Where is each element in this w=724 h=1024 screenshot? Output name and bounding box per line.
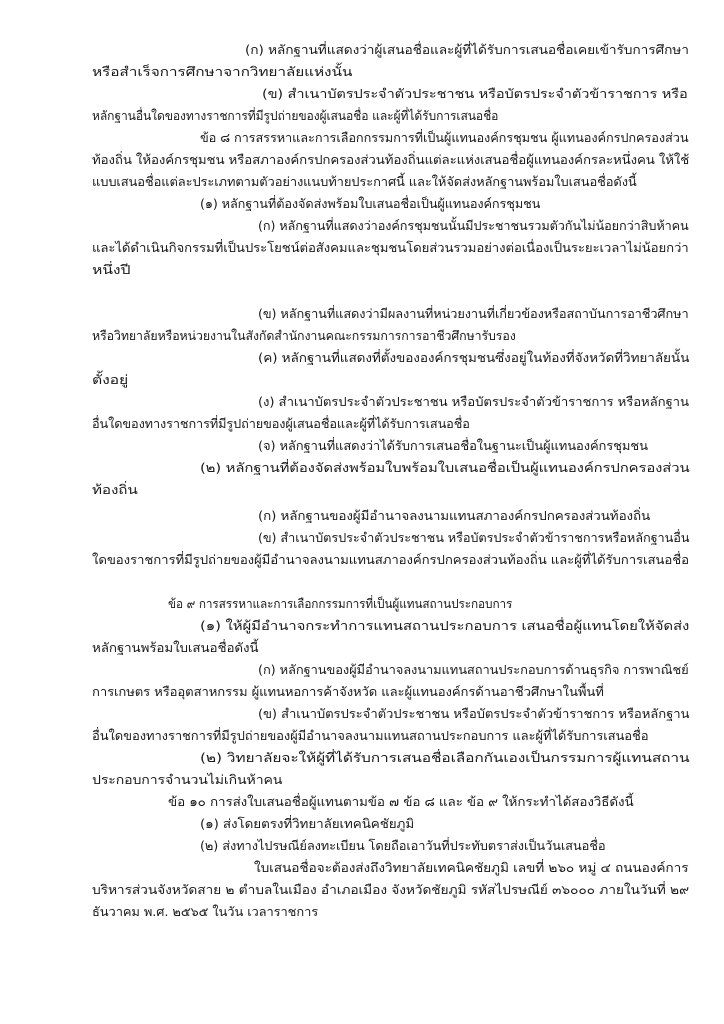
clause-8-item-1-c: (ค) หลักฐานที่แสดงที่ตั้งขององค์กรชุมชนซึ่งอยู่ในท้องที่จังหวัดที่วิทยาลัยนั้น [258,350,690,365]
clause-8-item-2-b: (ข) สำเนาบัตรประจำตัวประชาชน หรือบัตรประจำตัวข้าราชการหรือหลักฐานอื่น [258,530,690,545]
clause-9-item-1-b: (ข) สำเนาบัตรประจำตัวประชาชน หรือบัตรประจำตัวข้าราชการ หรือหลักฐาน [258,706,690,721]
clause-8-item-2-line-2: ท้องถิ่น [92,482,138,497]
clause-8-heading: ข้อ ๘ การสรรหาและการเลือกกรรมการที่เป็นผู้แทนองค์กรชุมชน ผู้แทนองค์กรปกครองส่วน [200,130,689,145]
item-b-continuation: หลักฐานอื่นใดของทางราชการที่มีรูปถ่ายของผู้เสนอชื่อ และผู้ที่ได้รับการเสนอชื่อ [92,108,499,123]
item-b-id-card: (ข) สำเนาบัตรประจำตัวประชาชน หรือบัตรประจำตัวข้าราชการ หรือ [262,86,688,101]
clause-8-text-line-2: ท้องถิ่น ให้องค์กรชุมชน หรือสภาองค์กรปกครองส่วนท้องถิ่นแต่ละแห่งเสนอชื่อผู้แทนองค์กรละหนึ่งคน ให้ใช้ [92,152,690,167]
clause-10-item-2: (๒) ส่งทางไปรษณีย์ลงทะเบียน โดยถือเอาวันที่ประทับตราส่งเป็นวันเสนอชื่อ [200,838,606,853]
clause-9-item-1-b-line-2: อื่นใดของทางราชการที่มีรูปถ่ายของผู้มีอำนาจลงนามแทนสถานประกอบการ และผู้ที่ได้รับการเสนอชื่อ [92,728,649,743]
clause-10-address-line-2: บริหารส่วนจังหวัดสาย ๒ ตำบลในเมือง อำเภอเมือง จังหวัดชัยภูมิ รหัสไปรษณีย์ ๓๖๐๐๐ ภายในวันที่ ๒๙ [92,882,689,897]
clause-9-item-1: (๑) ให้ผู้มีอำนาจกระทำการแทนสถานประกอบการ เสนอชื่อผู้แทนโดยให้จัดส่ง [200,618,690,633]
clause-10-heading: ข้อ ๑๐ การส่งใบเสนอชื่อผู้แทนตามข้อ ๗ ข้อ ๘ และ ข้อ ๙ ให้กระทำได้สองวิธีดังนี้ [168,794,634,809]
clause-8-item-2-a: (ก) หลักฐานของผู้มีอำนาจลงนามแทนสภาองค์กรปกครองส่วนท้องถิ่น [258,508,651,523]
clause-9-item-1-line-2: หลักฐานพร้อมใบเสนอชื่อดังนี้ [92,640,259,655]
clause-8-item-1-e: (จ) หลักฐานที่แสดงว่าได้รับการเสนอชื่อในฐานะเป็นผู้แทนองค์กรชุมชน [258,438,648,453]
clause-10-item-1: (๑) ส่งโดยตรงที่วิทยาลัยเทคนิคชัยภูมิ [200,816,415,831]
clause-8-item-1-c-line-2: ตั้งอยู่ [92,372,129,387]
clause-8-item-1-a-line-3: หนึ่งปี [92,262,131,277]
clause-8-item-1-a: (ก) หลักฐานที่แสดงว่าองค์กรชุมชนนั้นมีประชาชนรวมตัวกันไม่น้อยกว่าสิบห้าคน [258,218,689,233]
clause-9-heading: ข้อ ๙ การสรรหาและการเลือกกรรมการที่เป็นผู้แทนสถานประกอบการ [168,596,513,611]
clause-8-item-2-b-line-2: ใดของราชการที่มีรูปถ่ายของผู้มีอำนาจลงนามแทนสภาองค์กรปกครองส่วนท้องถิ่น และผู้ที่ได้รับการเสนอชื่อ [92,552,689,567]
clause-9-item-1-a-line-2: การเกษตร หรืออุตสาหกรรม ผู้แทนหอการค้าจังหวัด และผู้แทนองค์กรด้านอาชีวศึกษาในพื้นที่ [92,684,604,699]
clause-8-item-1-a-line-2: และได้ดำเนินกิจกรรมที่เป็นประโยชน์ต่อสังคมและชุมชนโดยส่วนรวมอย่างต่อเนื่องเป็นระยะเวลาไม่น้อยกว่า [92,240,689,255]
clause-8-item-2: (๒) หลักฐานที่ต้องจัดส่งพร้อมใบพร้อมใบเสนอชื่อเป็นผู้แทนองค์กรปกครองส่วน [200,460,690,475]
clause-8-item-1-d-line-2: อื่นใดของทางราชการที่มีรูปถ่ายของผู้เสนอชื่อและผู้ที่ได้รับการเสนอชื่อ [92,416,470,431]
clause-8-item-1-b-line-2: หรือวิทยาลัยหรือหน่วยงานในสังกัดสำนักงานคณะกรรมการการอาชีวศึกษารับรอง [92,328,516,343]
item-a-evidence-study: (ก) หลักฐานที่แสดงว่าผู้เสนอชื่อและผู้ที่ได้รับการเสนอชื่อเคยเข้ารับการศึกษา [245,42,689,57]
clause-10-address-line-3: ธันวาคม พ.ศ. ๒๕๖๕ ในวัน เวลาราชการ [92,904,319,919]
item-a-continuation: หรือสำเร็จการศึกษาจากวิทยาลัยแห่งนั้น [92,64,353,79]
clause-9-item-1-a: (ก) หลักฐานของผู้มีอำนาจลงนามแทนสถานประกอบการด้านธุรกิจ การพาณิชย์ [258,662,689,677]
clause-8-item-1: (๑) หลักฐานที่ต้องจัดส่งพร้อมใบเสนอชื่อเป็นผู้แทนองค์กรชุมชน [200,196,541,211]
clause-8-text-line-3: แบบเสนอชื่อแต่ละประเภทตามตัวอย่างแนบท้ายประกาศนี้ และให้จัดส่งหลักฐานพร้อมใบเสนอชื่อดังนี้ [92,174,637,189]
clause-10-address: ใบเสนอชื่อจะต้องส่งถึงวิทยาลัยเทคนิคชัยภูมิ เลขที่ ๒๖๐ หมู่ ๔ ถนนองค์การ [254,860,689,875]
clause-8-item-1-d: (ง) สำเนาบัตรประจำตัวประชาชน หรือบัตรประจำตัวข้าราชการ หรือหลักฐาน [258,394,689,409]
clause-9-item-2-line-2: ประกอบการจำนวนไม่เกินห้าคน [92,772,283,787]
clause-9-item-2: (๒) วิทยาลัยจะให้ผู้ที่ได้รับการเสนอชื่อเลือกกันเองเป็นกรรมการผู้แทนสถาน [200,750,690,765]
clause-8-item-1-b: (ข) หลักฐานที่แสดงว่ามีผลงานที่หน่วยงานที่เกี่ยวข้องหรือสถาบันการอาชีวศึกษา [258,306,689,321]
